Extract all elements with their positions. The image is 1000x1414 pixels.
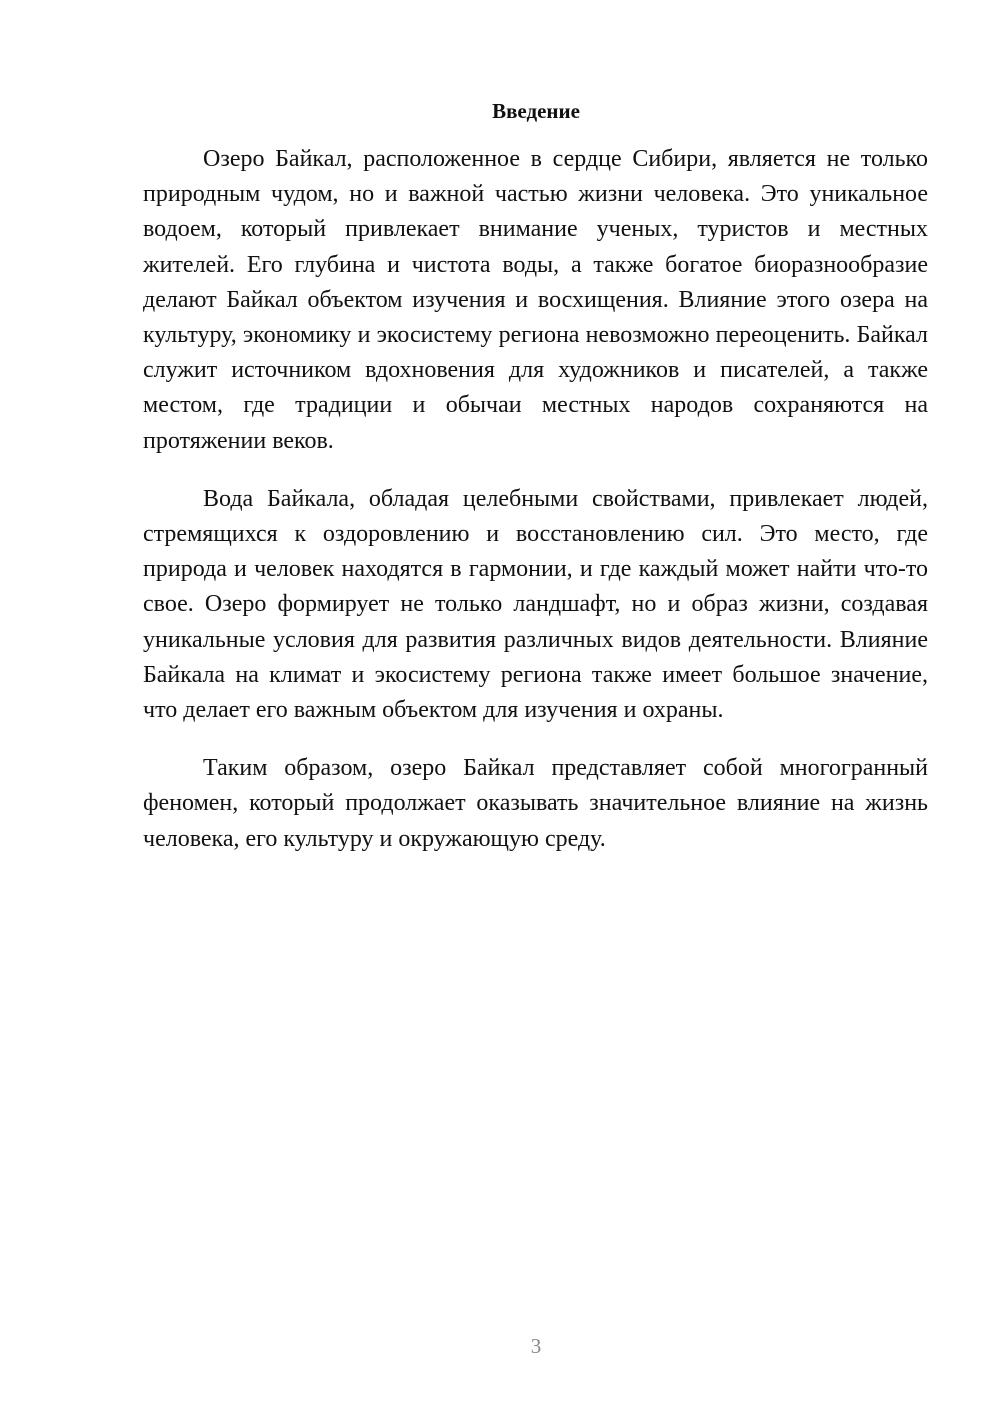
section-heading: Введение — [492, 99, 580, 123]
paragraph-1: Озеро Байкал, расположенное в сердце Сибири, является не только природным чудом, но и важной частью жизни человека. Это уникальное водоем, который привлекает внимание ученых, туристов и местных жителей. Его глубина и чистота воды, а также богатое биоразнообразие делают Байкал объектом изучения и восхищения. Влияние этого озера на культуру, экономику и экосистему региона невозможно переоценить. Байкал служит источником вдохновения для художников и писателей, а также местом, где традиции и обычаи местных народов сохраняются на протяжении веков. — [143, 146, 928, 454]
body-text — [143, 142, 928, 880]
page-number: 3 — [530, 1334, 542, 1358]
paragraph-2: Вода Байкала, обладая целебными свойствами, привлекает людей, стремящихся к оздоровлению и восстановлению сил. Это место, где природа и человек находятся в гармонии, и где каждый может найти что-то свое. Озеро формирует не только ландшафт, но и образ жизни, создавая уникальные условия для развития различных видов деятельности. Влияние Байкала на климат и экосистему региона также имеет большое значение, что делает его важным объектом для изучения и охраны. — [143, 485, 928, 724]
paragraph-3: Таким образом, озеро Байкал представляет собой многогранный феномен, который продолжает оказывать значительное влияние на жизнь человека, его культуру и окружающую среду. — [143, 755, 928, 852]
